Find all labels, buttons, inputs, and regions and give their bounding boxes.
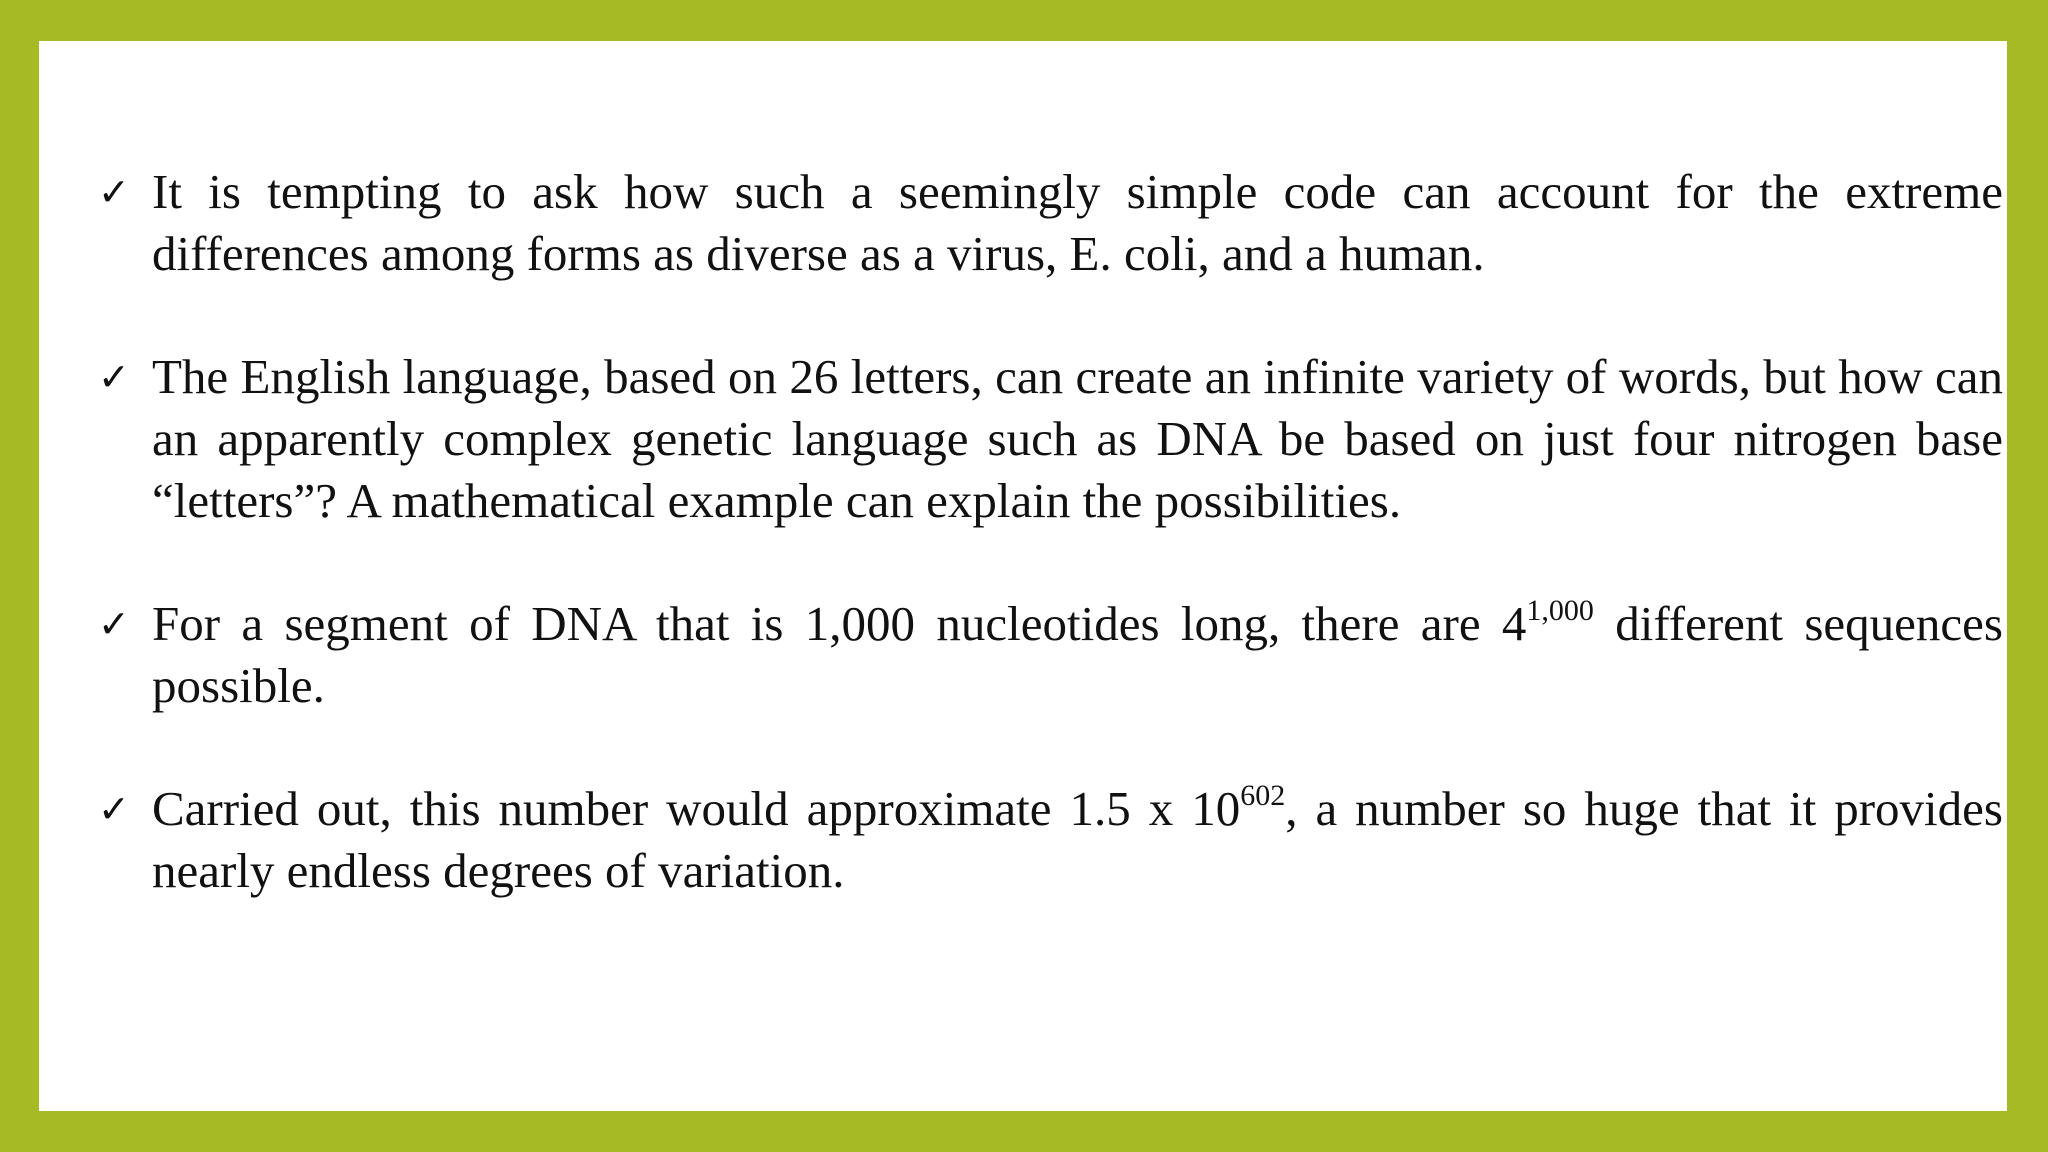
bullet-text [152,781,2003,898]
bullet-text-start: Carried out, this number would approximate 1.5 x 10 [152,781,1241,836]
bullet-text: It is tempting to ask how such a seemingly simple code can account for the extreme differences among forms as diverse as a virus, E. coli, and a human. [152,164,2003,281]
check-icon: ✓ [98,170,130,214]
bullet-text-end: different sequences possible. [152,596,2003,713]
check-icon: ✓ [98,602,130,646]
bullet-item [98,593,2003,717]
slide-content-area [39,41,2007,1111]
bullet-item [98,346,2003,532]
bullet-list [98,161,2003,963]
bullet-text [152,596,2003,713]
exponent: 1,000 [1526,594,1594,627]
exponent: 602 [1240,779,1286,812]
bullet-text-start: For a segment of DNA that is 1,000 nucleotides long, there are 4 [152,596,1527,651]
bullet-item [98,778,2003,902]
bullet-text-end: , a number so huge that it provides nearly endless degrees of variation. [152,781,2003,898]
check-icon: ✓ [98,355,130,399]
bullet-item [98,161,2003,285]
bullet-text: The English language, based on 26 letters, can create an infinite variety of words, but how can an apparently complex genetic language such as DNA be based on just four nitrogen base “letters”? A mathematical example can explain the possibilities. [152,349,2003,528]
check-icon: ✓ [98,787,130,831]
